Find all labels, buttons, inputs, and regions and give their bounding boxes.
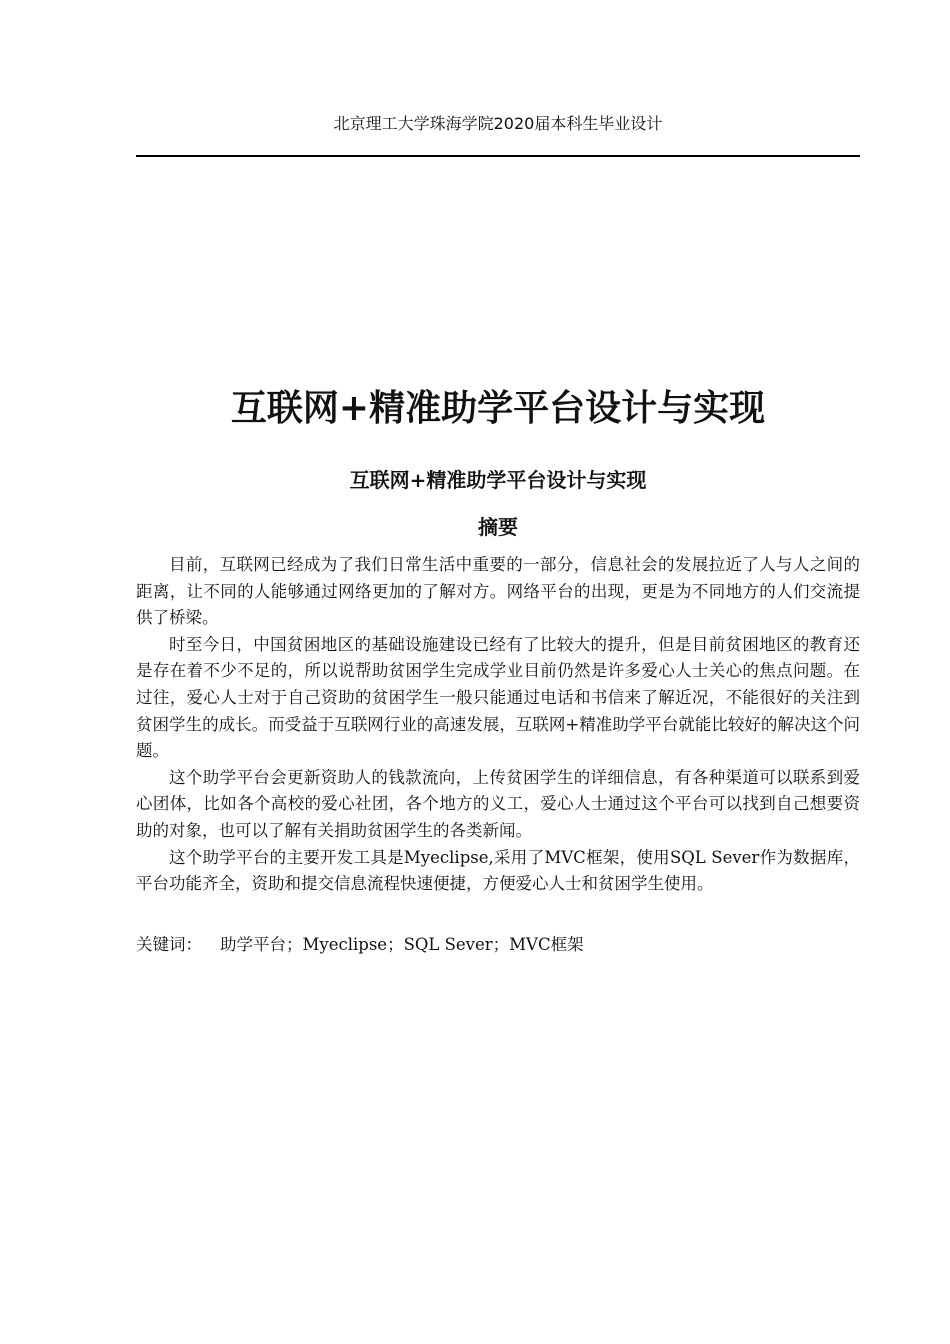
- abstract-heading: 摘要: [478, 515, 518, 539]
- abstract-paragraph: 这个助学平台的主要开发工具是Myeclipse,采用了MVC框架，使用SQL Sever作为数据库，平台功能齐全，资助和提交信息流程快速便捷，方便爱心人士和贫困学生使用。: [136, 847, 860, 894]
- header-divider: [136, 155, 860, 157]
- keywords-label: 关键词：: [136, 935, 202, 954]
- document-title: 互联网+精准助学平台设计与实现: [230, 387, 766, 429]
- document-subtitle: 互联网+精准助学平台设计与实现: [349, 468, 647, 492]
- abstract-paragraph: 这个助学平台会更新资助人的钱款流向，上传贫困学生的详细信息，有各种渠道可以联系到爱心团体，比如各个高校的爱心社团，各个地方的义工，爱心人士通过这个平台可以找到自己想要资助的对象，也可以了解有关捐助贫困学生的各类新闻。: [136, 767, 860, 840]
- keywords-line: [136, 932, 860, 958]
- abstract-paragraph: 目前，互联网已经成为了我们日常生活中重要的一部分，信息社会的发展拉近了人与人之间的距离，让不同的人能够通过网络更加的了解对方。网络平台的出现，更是为不同地方的人们交流提供了桥梁。: [136, 555, 860, 628]
- abstract-paragraph: 时至今日，中国贫困地区的基础设施建设已经有了比较大的提升，但是目前贫困地区的教育还是存在着不少不足的，所以说帮助贫困学生完成学业目前仍然是许多爱心人士关心的焦点问题。在过往，爱心人士对于自己资助的贫困学生一般只能通过电话和书信来了解近况，不能很好的关注到贫困学生的成长。而受益于互联网行业的高速发展，互联网+精准助学平台就能比较好的解决这个问题。: [136, 634, 860, 761]
- keywords-value: 助学平台；Myeclipse；SQL Sever；MVC框架: [220, 935, 584, 954]
- abstract-body: [136, 552, 860, 898]
- page-header: 北京理工大学珠海学院2020届本科生毕业设计: [333, 114, 663, 133]
